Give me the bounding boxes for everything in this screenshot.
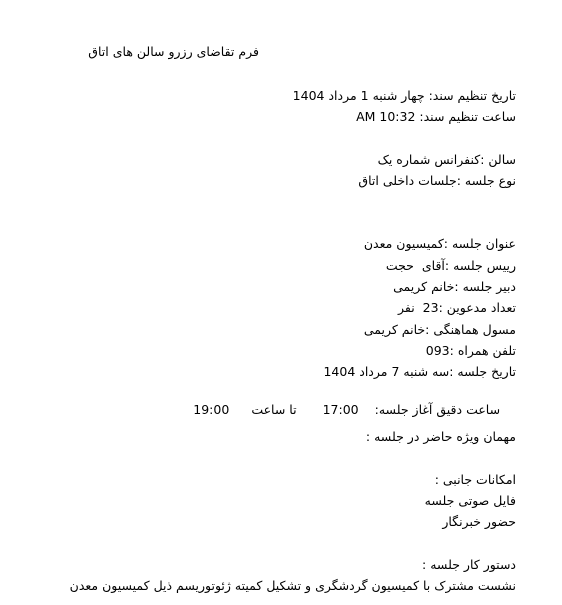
phone-number: تلفن همراه :093 (425, 343, 516, 358)
document-date: تاریخ تنظیم سند: چهار شنبه 1 مرداد 1404 (292, 88, 516, 103)
agenda-text: نشست مشترک با کمیسیون گردشگری و تشکیل کمیته ژئوتوریسم ذیل کمیسیون معدن (69, 578, 516, 593)
start-time-label: ساعت دقیق آغاز جلسه: (374, 402, 501, 417)
document-time: ساعت تنظیم سند: AM 10:32 (356, 109, 516, 124)
invitees-count: تعداد مدعوین :23 نفر (398, 300, 516, 315)
start-time-value: 17:00 (322, 402, 359, 417)
facilities-heading: امکانات جانبی : (434, 472, 516, 487)
meeting-chair: رییس جلسه :آقای حجت (385, 258, 516, 273)
meeting-subject: عنوان جلسه :کمیسیون معدن (363, 236, 516, 251)
facility-item: فایل صوتی جلسه (424, 493, 516, 508)
meeting-date: تاریخ جلسه :سه شنبه 7 مرداد 1404 (323, 364, 516, 379)
meeting-time-row (193, 386, 516, 434)
form-title: فرم تقاضای رزرو سالن های اتاق (88, 44, 259, 59)
special-guests: مهمان ویژه حاضر در جلسه : (365, 429, 516, 444)
meeting-secretary: دبیر جلسه :خانم کریمی (393, 279, 516, 294)
meeting-type: نوع جلسه :جلسات داخلی اتاق (358, 173, 516, 188)
end-time-value: 19:00 (193, 402, 230, 417)
end-time-label: تا ساعت (251, 402, 297, 417)
hall-name: سالن :کنفرانس شماره یک (377, 152, 516, 167)
agenda-heading: دستور کار جلسه : (422, 557, 516, 572)
facility-item: حضور خبرنگار (442, 514, 516, 529)
coordinator: مسول هماهنگی :خانم کریمی (363, 322, 516, 337)
